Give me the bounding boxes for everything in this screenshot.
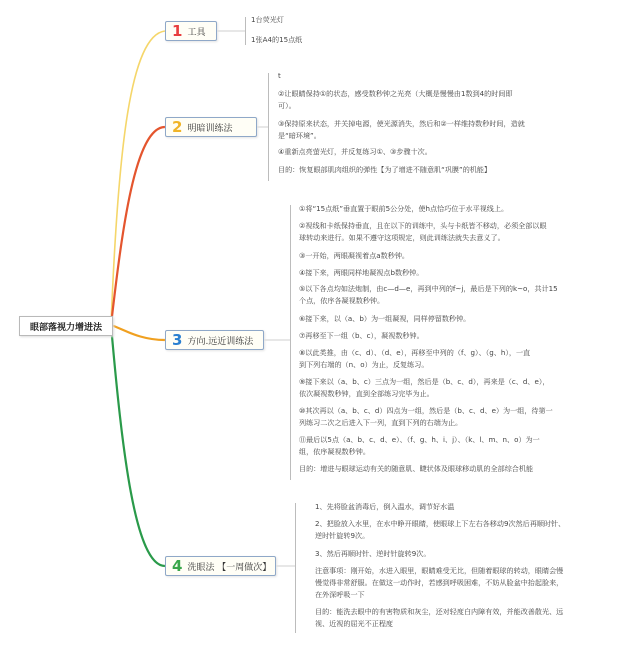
- leaf-bracket: [268, 73, 269, 181]
- topic-direction-distance-training[interactable]: [165, 330, 264, 350]
- connector-eyewash: [111, 325, 165, 566]
- topic-number: 4: [172, 556, 183, 575]
- topic-number: 2: [172, 117, 183, 136]
- topic-tools[interactable]: [165, 21, 217, 41]
- leaf-bracket: [295, 503, 296, 633]
- topic-number: 3: [172, 330, 183, 349]
- leaf-item: 注意事项：刚开始，水进入眼里，眼睛难受无比，但随着眼球的转动，眼睛会慢 慢觉得非常舒服。在做这一动作时，若感到呼吸困难，不妨从脸盆中抬起脸来， 在外深呼吸一下: [315, 566, 564, 599]
- leaf-item: 2、把脸放入水里，在水中睁开眼睛，使眼球上下左右各移动9次然后再顺时针、 逆时针旋转9次。: [315, 519, 566, 540]
- leaf-item: 1张A4的15点纸: [251, 35, 303, 44]
- connector-light-dark: [111, 127, 165, 325]
- leaf-item: ①将“15点纸”垂直置于眼前5公分处，使h点恰巧位于水平视线上。: [299, 204, 509, 213]
- leaf-item: ⑦再移至下一组（b、c），凝视数秒钟。: [299, 331, 424, 340]
- leaf-item: 目的：增进与眼球运动有关的随意肌、睫状体及眼球移动肌的全部综合机能: [299, 464, 534, 473]
- root-label: 眼部落视力增进法: [29, 322, 102, 333]
- leaf-item: 3、然后再顺时针、逆时针旋转9次。: [315, 549, 431, 558]
- topic-eye-washing[interactable]: [165, 556, 276, 576]
- root-topic[interactable]: [19, 316, 113, 336]
- topic-label: 方向.远近训练法: [187, 336, 254, 347]
- leaf-item: 目的：恢复眼部肌肉组织的弹性【为了增进不随意肌“巩膜”的机能】: [278, 165, 492, 174]
- topic-label: 工具: [187, 27, 206, 38]
- topic-light-dark-training[interactable]: [165, 117, 257, 137]
- topic-label: 明暗训练法: [187, 123, 233, 134]
- leaf-bracket: [290, 205, 291, 480]
- leaf-item: 1、先将脸盆消毒后，倒入温水，调节好水温: [315, 502, 455, 511]
- leaf-item: ③一开始，两眼凝视着点a数秒钟。: [299, 251, 410, 260]
- leaf-item: ⑥接下来，以（a、b）为一组凝视，同样停留数秒钟。: [299, 314, 471, 323]
- leaf-item: ⑨接下来以（a、b、c）三点为一组，然后是（b、c、d），再来是（c、d、e）， 依次凝视数秒钟，直到全部练习完毕为止。: [299, 377, 550, 398]
- leaf-item: ⑪最后以5点（a、b、c、d、e）、（f、g、h、i、j）、（k、l、m、n、o）为一 组，依序凝视数秒钟。: [299, 435, 540, 456]
- connector-tools: [111, 31, 165, 325]
- leaf-item: 目的：能洗去眼中的有害物质和灰尘，还对轻度白内障有效，并能改善散光、远 视、近视的屈光不正程度: [315, 607, 564, 628]
- leaf-item: ⑤以下各点均如法炮制，由c—d—e，再到中列的f~j，最后是下列的k~o，共计15 个点，依序各凝视数秒钟。: [299, 284, 558, 305]
- leaf-item: ④重新点亮萤光灯，并反复练习①、③步骤十次。: [278, 147, 432, 156]
- leaf-item: 1台荧光灯: [251, 15, 284, 24]
- leaf-item: ③保持原来状态，并关掉电源，使光源消失，然后和②一样维持数秒时间，造就 是“暗环境”。: [278, 119, 525, 140]
- leaf-item: t: [278, 71, 281, 80]
- leaf-item: ⑧以此类推，由（c、d）、（d、e），再移至中列的（f、g）、（g、h），一直 到下列右端的（n、o）为止，反复练习。: [299, 348, 531, 369]
- topic-label: 洗眼法 【一周做次】: [187, 562, 272, 573]
- leaf-item: ④接下来，两眼同样地凝视点b数秒钟。: [299, 268, 424, 277]
- leaf-item: ②让眼睛保持①的状态，感受数秒钟之光亮（大概是慢慢由1数到4的时间即 可）。: [278, 89, 513, 110]
- leaf-item: ⑩其次再以（a、b、c、d）四点为一组，然后是（b、c、d、e）为一组，待第一 列练习二次之后进入下一列，直到下列的右端为止。: [299, 406, 553, 427]
- leaf-bracket: [245, 17, 246, 45]
- leaf-item: ②视线和卡纸保持垂直，且在以下的训练中，头与卡纸皆不移动，必须全部以眼 球转动来进行。如果不遵守这项规定，则此训练法就失去意义了。: [299, 221, 547, 242]
- connector-direction: [111, 325, 165, 340]
- topic-number: 1: [172, 21, 183, 40]
